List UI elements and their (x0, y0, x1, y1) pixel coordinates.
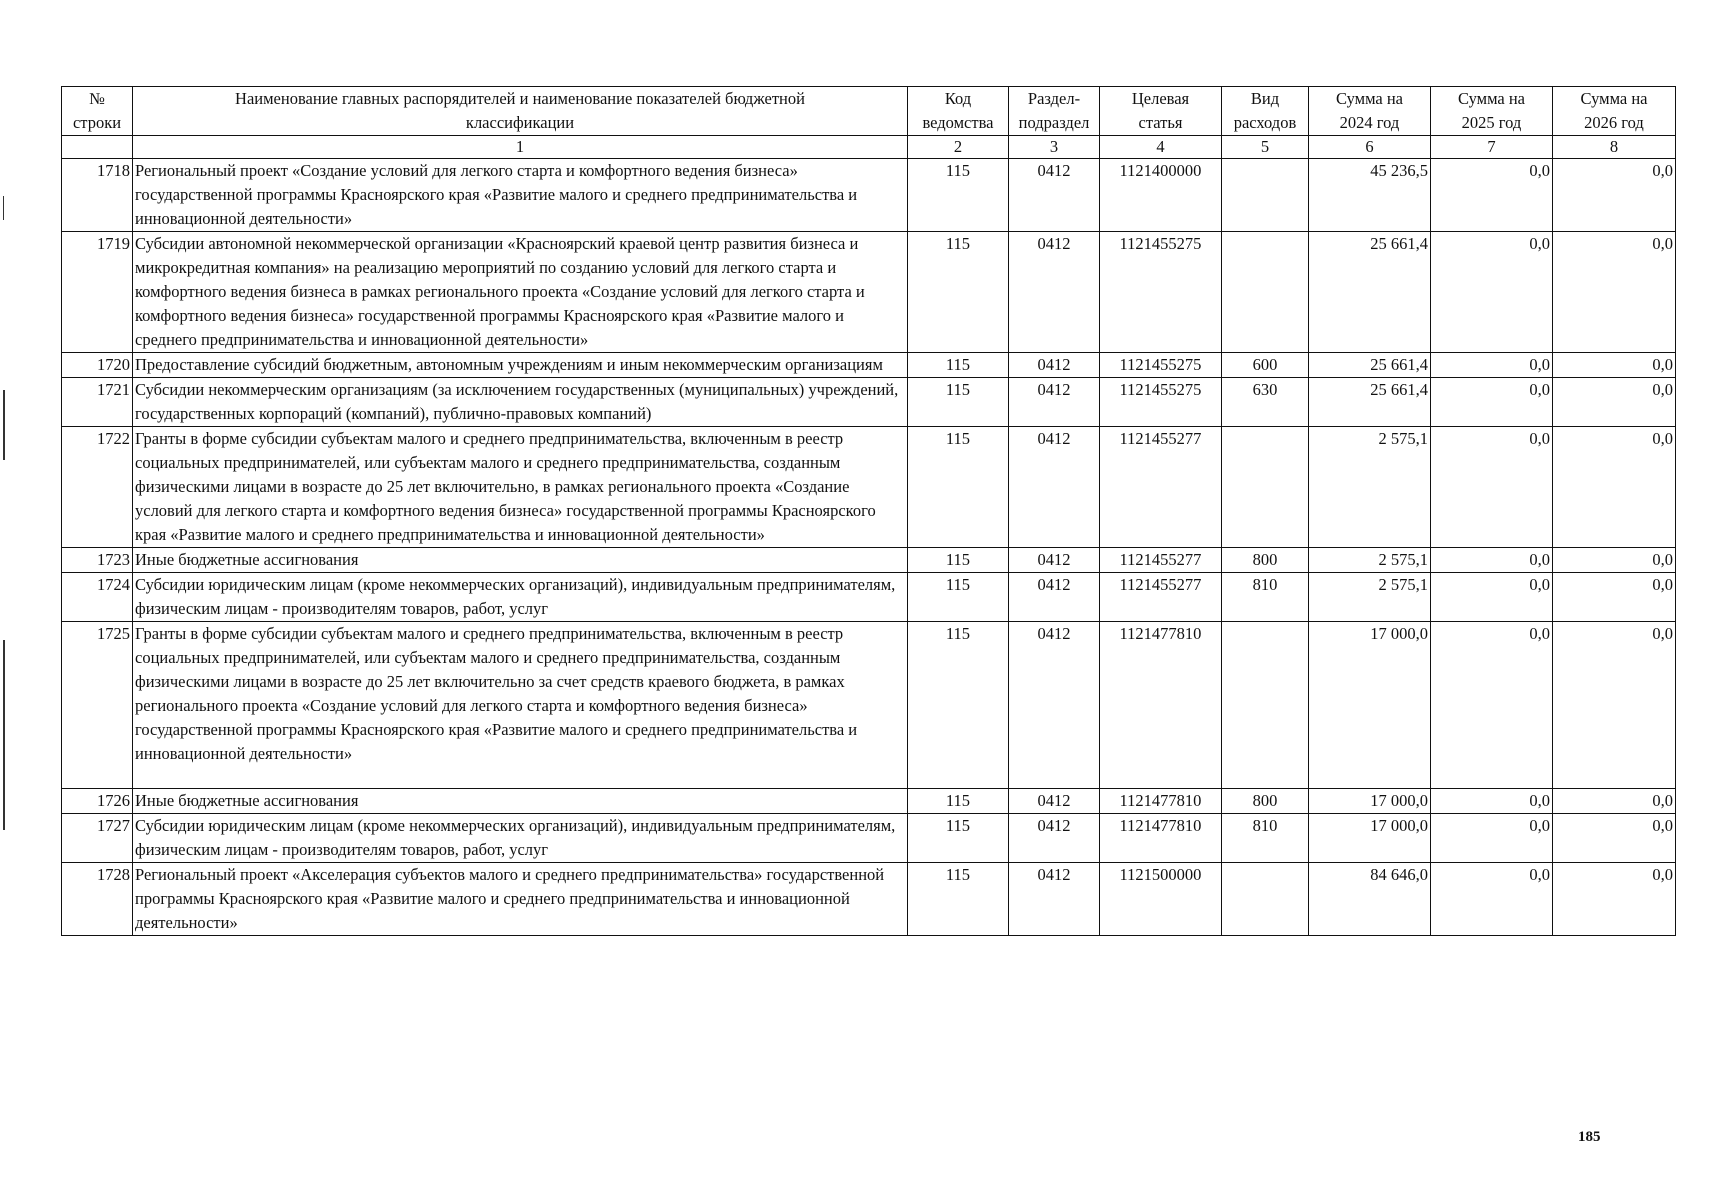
row-name: Иные бюджетные ассигнования (133, 548, 908, 573)
section-code: 0412 (1009, 814, 1100, 863)
sum-2024: 25 661,4 (1309, 353, 1431, 378)
row-name: Субсидии некоммерческим организациям (за исключением государственных (муниципальных) учреждений, государственных корпораций (компаний), публично-правовых компаний) (133, 378, 908, 427)
department-code: 115 (908, 378, 1009, 427)
table-row (62, 573, 1676, 622)
department-code: 115 (908, 548, 1009, 573)
department-code: 115 (908, 622, 1009, 789)
row-number: 1726 (62, 789, 133, 814)
expense-kind: 800 (1222, 548, 1309, 573)
sum-2026: 0,0 (1553, 789, 1676, 814)
sum-2025: 0,0 (1431, 232, 1553, 353)
sum-2026: 0,0 (1553, 573, 1676, 622)
row-name: Региональный проект «Создание условий для легкого старта и комфортного ведения бизнеса» государственной программы Красноярского края «Развитие малого и среднего предпринимательства и инновационной деятельности» (133, 159, 908, 232)
sum-2024: 84 646,0 (1309, 863, 1431, 936)
target-article: 1121400000 (1100, 159, 1222, 232)
table-row (62, 622, 1676, 789)
header-expense-kind: Вид расходов (1222, 87, 1309, 136)
column-number: 5 (1222, 136, 1309, 159)
department-code: 115 (908, 427, 1009, 548)
sum-2026: 0,0 (1553, 427, 1676, 548)
sum-2025: 0,0 (1431, 353, 1553, 378)
expense-kind: 800 (1222, 789, 1309, 814)
sum-2024: 2 575,1 (1309, 427, 1431, 548)
target-article: 1121455275 (1100, 378, 1222, 427)
expense-kind: 810 (1222, 573, 1309, 622)
scan-artifact (3, 390, 5, 460)
sum-2024: 17 000,0 (1309, 814, 1431, 863)
department-code: 115 (908, 573, 1009, 622)
header-sum-2026: Сумма на 2026 год (1553, 87, 1676, 136)
column-number: 8 (1553, 136, 1676, 159)
expense-kind (1222, 622, 1309, 789)
column-number: 7 (1431, 136, 1553, 159)
table-row (62, 427, 1676, 548)
sum-2025: 0,0 (1431, 548, 1553, 573)
section-code: 0412 (1009, 622, 1100, 789)
scan-artifact (3, 640, 5, 830)
row-name: Субсидии юридическим лицам (кроме некоммерческих организаций), индивидуальным предпринимателям, физическим лицам - производителям товаров, работ, услуг (133, 814, 908, 863)
row-number: 1727 (62, 814, 133, 863)
page-number: 185 (1578, 1129, 1601, 1145)
sum-2026: 0,0 (1553, 159, 1676, 232)
sum-2024: 25 661,4 (1309, 378, 1431, 427)
row-number: 1722 (62, 427, 133, 548)
header-department-code: Код ведомства (908, 87, 1009, 136)
budget-table (61, 86, 1676, 936)
row-name: Региональный проект «Акселерация субъектов малого и среднего предпринимательства» государственной программы Красноярского края «Развитие малого и среднего предпринимательства и инновационной деятельности» (133, 863, 908, 936)
header-name: Наименование главных распорядителей и наименование показателей бюджетной классификации (133, 87, 908, 136)
sum-2024: 17 000,0 (1309, 789, 1431, 814)
column-number: 3 (1009, 136, 1100, 159)
column-number (62, 136, 133, 159)
sum-2025: 0,0 (1431, 622, 1553, 789)
table-row (62, 378, 1676, 427)
sum-2025: 0,0 (1431, 378, 1553, 427)
row-name: Гранты в форме субсидии субъектам малого и среднего предпринимательства, включенным в реестр социальных предпринимателей, или субъектам малого и среднего предпринимательства, созданным физическими лицами в возрасте до 25 лет включительно, в рамках регионального проекта «Создание условий для легкого старта и комфортного ведения бизнеса» государственной программы Красноярского края «Развитие малого и среднего предпринимательства и инновационной деятельности» (133, 427, 908, 548)
sum-2025: 0,0 (1431, 789, 1553, 814)
section-code: 0412 (1009, 863, 1100, 936)
expense-kind (1222, 232, 1309, 353)
sum-2026: 0,0 (1553, 863, 1676, 936)
row-name: Гранты в форме субсидии субъектам малого и среднего предпринимательства, включенным в реестр социальных предпринимателей, или субъектам малого и среднего предпринимательства, созданным физическими лицами в возрасте до 25 лет включительно за счет средств краевого бюджета, в рамках регионального проекта «Создание условий для легкого старта и комфортного ведения бизнеса» государственной программы Красноярского края «Развитие малого и среднего предпринимательства и инновационной деятельности» (133, 622, 908, 789)
table-row (62, 789, 1676, 814)
row-number: 1725 (62, 622, 133, 789)
row-name: Субсидии юридическим лицам (кроме некоммерческих организаций), индивидуальным предпринимателям, физическим лицам - производителям товаров, работ, услуг (133, 573, 908, 622)
table-row (62, 159, 1676, 232)
column-number: 6 (1309, 136, 1431, 159)
department-code: 115 (908, 789, 1009, 814)
row-number: 1723 (62, 548, 133, 573)
header-sum-2025: Сумма на 2025 год (1431, 87, 1553, 136)
scan-artifact (3, 196, 4, 220)
column-number-row (62, 136, 1676, 159)
expense-kind: 810 (1222, 814, 1309, 863)
row-name: Иные бюджетные ассигнования (133, 789, 908, 814)
table-row (62, 232, 1676, 353)
expense-kind: 630 (1222, 378, 1309, 427)
target-article: 1121455277 (1100, 548, 1222, 573)
target-article: 1121477810 (1100, 814, 1222, 863)
department-code: 115 (908, 159, 1009, 232)
sum-2025: 0,0 (1431, 863, 1553, 936)
column-number: 2 (908, 136, 1009, 159)
target-article: 1121477810 (1100, 789, 1222, 814)
sum-2025: 0,0 (1431, 573, 1553, 622)
sum-2026: 0,0 (1553, 353, 1676, 378)
sum-2026: 0,0 (1553, 232, 1676, 353)
sum-2024: 45 236,5 (1309, 159, 1431, 232)
target-article: 1121477810 (1100, 622, 1222, 789)
target-article: 1121455277 (1100, 573, 1222, 622)
sum-2024: 17 000,0 (1309, 622, 1431, 789)
sum-2025: 0,0 (1431, 427, 1553, 548)
sum-2025: 0,0 (1431, 814, 1553, 863)
row-name: Предоставление субсидий бюджетным, автономным учреждениям и иным некоммерческим организациям (133, 353, 908, 378)
header-section: Раздел- подраздел (1009, 87, 1100, 136)
expense-kind (1222, 159, 1309, 232)
column-number: 4 (1100, 136, 1222, 159)
expense-kind: 600 (1222, 353, 1309, 378)
sum-2025: 0,0 (1431, 159, 1553, 232)
section-code: 0412 (1009, 159, 1100, 232)
department-code: 115 (908, 232, 1009, 353)
sum-2024: 2 575,1 (1309, 548, 1431, 573)
row-number: 1719 (62, 232, 133, 353)
header-target-article: Целевая статья (1100, 87, 1222, 136)
header-sum-2024: Сумма на 2024 год (1309, 87, 1431, 136)
sum-2026: 0,0 (1553, 548, 1676, 573)
table-row (62, 814, 1676, 863)
section-code: 0412 (1009, 427, 1100, 548)
sum-2026: 0,0 (1553, 814, 1676, 863)
section-code: 0412 (1009, 353, 1100, 378)
row-number: 1718 (62, 159, 133, 232)
row-number: 1720 (62, 353, 133, 378)
row-name: Субсидии автономной некоммерческой организации «Красноярский краевой центр развития бизнеса и микрокредитная компания» на реализацию мероприятий по созданию условий для легкого старта и комфортного ведения бизнеса в рамках регионального проекта «Создание условий для легкого старта и комфортного ведения бизнеса» государственной программы Красноярского края «Развитие малого и среднего предпринимательства и инновационной деятельности» (133, 232, 908, 353)
section-code: 0412 (1009, 548, 1100, 573)
table-row (62, 548, 1676, 573)
section-code: 0412 (1009, 232, 1100, 353)
row-number: 1721 (62, 378, 133, 427)
section-code: 0412 (1009, 573, 1100, 622)
table-row (62, 353, 1676, 378)
header-row-number: № строки (62, 87, 133, 136)
sum-2026: 0,0 (1553, 378, 1676, 427)
expense-kind (1222, 863, 1309, 936)
sum-2024: 2 575,1 (1309, 573, 1431, 622)
target-article: 1121500000 (1100, 863, 1222, 936)
target-article: 1121455275 (1100, 232, 1222, 353)
sum-2026: 0,0 (1553, 622, 1676, 789)
row-number: 1724 (62, 573, 133, 622)
department-code: 115 (908, 863, 1009, 936)
target-article: 1121455275 (1100, 353, 1222, 378)
section-code: 0412 (1009, 789, 1100, 814)
section-code: 0412 (1009, 378, 1100, 427)
sum-2024: 25 661,4 (1309, 232, 1431, 353)
header-row (62, 87, 1676, 136)
column-number: 1 (133, 136, 908, 159)
row-number: 1728 (62, 863, 133, 936)
target-article: 1121455277 (1100, 427, 1222, 548)
expense-kind (1222, 427, 1309, 548)
department-code: 115 (908, 814, 1009, 863)
table-row (62, 863, 1676, 936)
department-code: 115 (908, 353, 1009, 378)
